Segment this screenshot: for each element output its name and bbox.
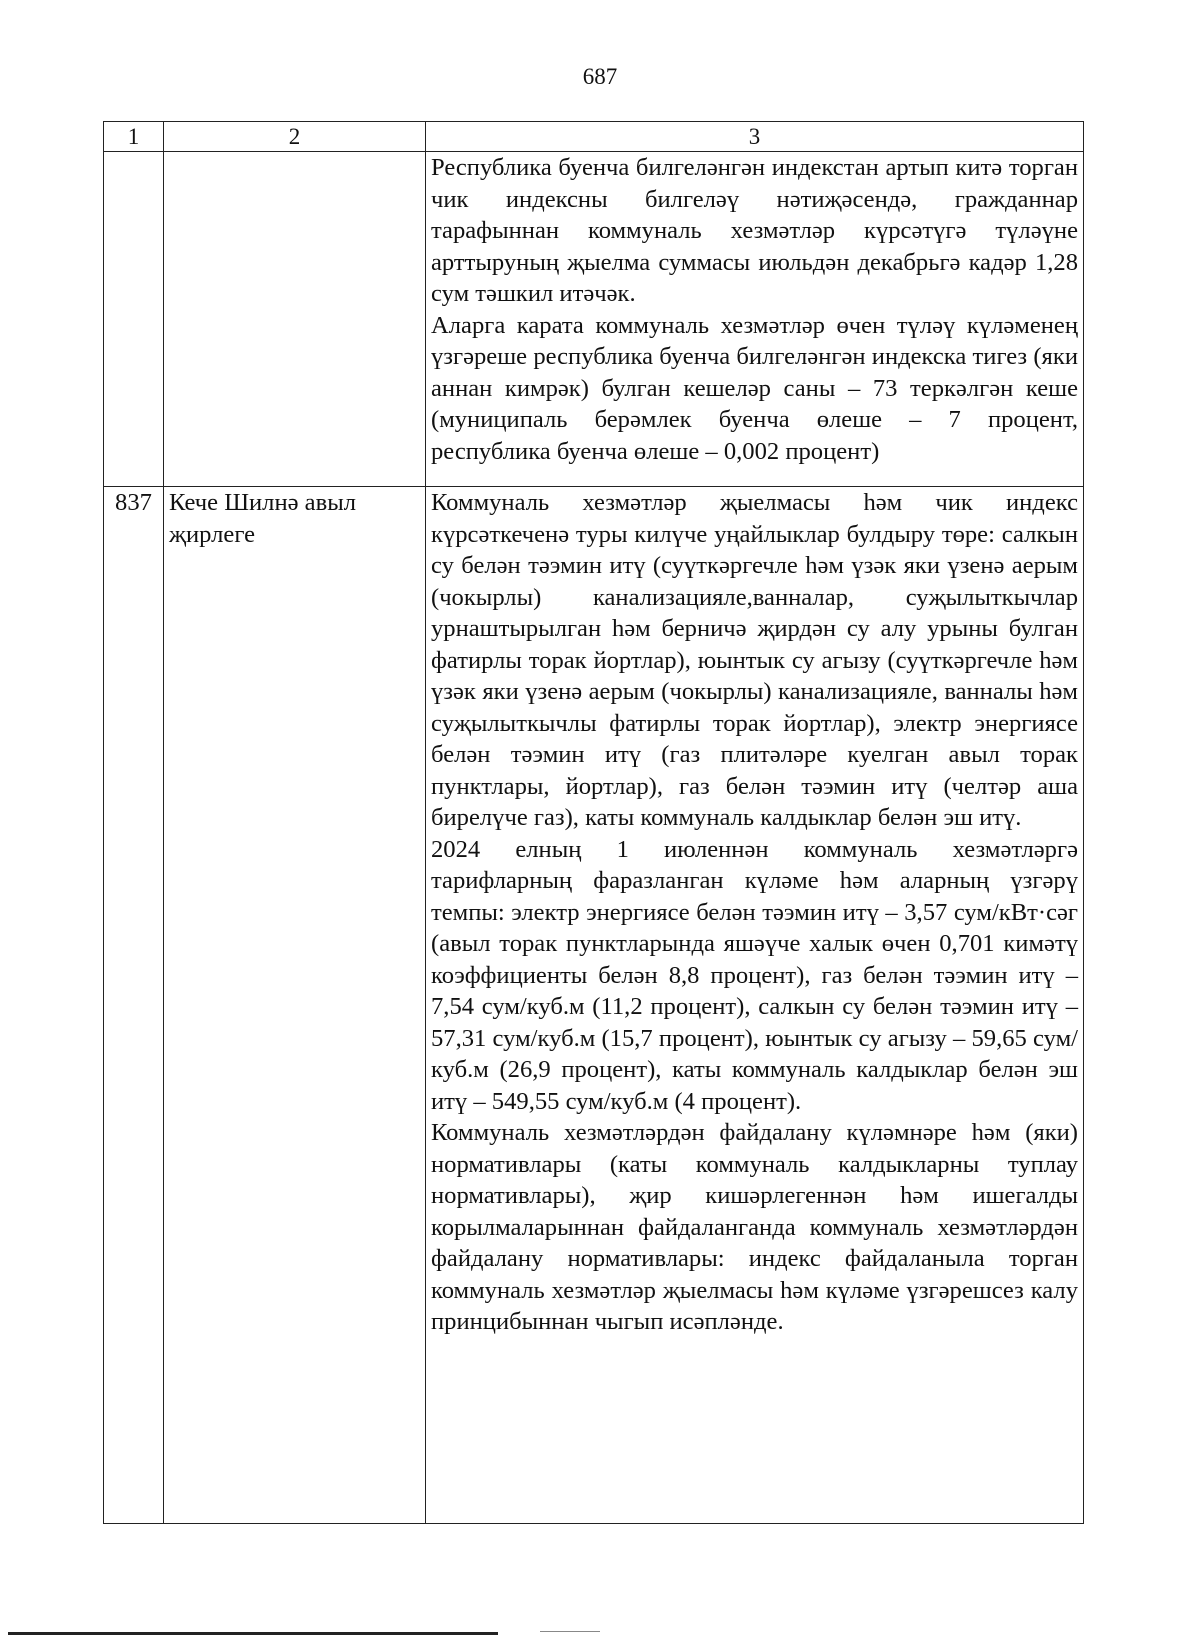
table-row [104, 152, 1084, 487]
description-cell [426, 152, 1084, 487]
description-paragraph: Коммуналь хезмәтләр җыелмасы һәм чик индекс күрсәткеченә туры килүче уңайлыклар булдыру төре: салкын су белән тәэмин итү (суүткәргечле һәм үзәк яки үзенә аерым (чокырлы) канализацияле,ванналар, суҗылыткычлар урнаштырылган һәм берничә җирдән су алу урыны булган фатирлы торак йортлар), юынтык су агызу (суүткәргечле һәм үзәк яки үзенә аерым (чокырлы) канализацияле, ванналы һәм суҗылыткычлы фатирлы торак йортлар), электр энергиясе белән тәэмин итү (газ плитәләре куелган авыл торак пунктлары, йортлар), газ белән тәэмин итү (челтәр аша бирелүче газ), каты коммуналь калдыклар белән эш итү. [431, 489, 1078, 831]
row-number-cell: 837 [104, 487, 164, 1524]
table-header-row [104, 122, 1084, 152]
description-paragraph: Коммуналь хезмәтләрдән файдалану күләмнәре һәм (яки) нормативлары (каты коммуналь калдыкларны туплау нормативлары), җир кишәрлегеннән һәм ишегалды корылмаларыннан файдаланганда коммуналь хезмәтләрдән файдалану нормативлары: индекс файдаланыла торган коммуналь хезмәтләр җыелмасы һәм күләме үзгәрешсез калу принцибыннан чыгып исәпләнде. [431, 1119, 1078, 1335]
row-number-cell [104, 152, 164, 487]
footer-rule [8, 1632, 498, 1635]
document-table [103, 121, 1084, 1524]
description-paragraph: Республика буенча билгеләнгән индекстан артып китә торган чик индексны билгеләү нәтиҗәсендә, гражданнар тарафыннан коммуналь хезмәтләр күрсәтүгә түләүне арттыруның җыелма суммасы июльдән декабрьгә кадәр 1,28 сум тәшкил итәчәк. [431, 154, 1078, 307]
column-header-1: 1 [104, 122, 164, 152]
page-number: 687 [582, 64, 618, 89]
table-row [104, 487, 1084, 1524]
column-header-3: 3 [426, 122, 1084, 152]
description-cell [426, 487, 1084, 1524]
footer-dash [540, 1631, 600, 1632]
column-header-2: 2 [164, 122, 426, 152]
settlement-name-cell: Кече Шилнә авыл җирлеге [164, 487, 426, 1524]
description-paragraph: Аларга карата коммуналь хезмәтләр өчен түләү күләменең үзгәреше республика буенча билгеләнгән индекска тигез (яки аннан кимрәк) булган кешеләр саны – 73 теркәлгән кеше (муниципаль берәмлек буенча өлеше – 7 процент, республика буенча өлеше – 0,002 процент) [431, 311, 1078, 465]
settlement-name-cell [164, 152, 426, 487]
description-paragraph: 2024 елның 1 июленнән коммуналь хезмәтләргә тарифларның фаразланган күләме һәм аларның үзгәрү темпы: электр энергиясе белән тәэмин итү – 3,57 сум/кВт·сәг (авыл торак пунктларында яшәүче халык өчен 0,701 кимәтү коэффициенты белән 8,8 процент), газ белән тәэмин итү – 7,54 сум/куб.м (11,2 процент), салкын су белән тәэмин итү – 57,31 сум/куб.м (15,7 процент), юынтык су агызу – 59,65 сум/куб.м (26,9 процент), каты коммуналь калдыклар белән эш итү – 549,55 сум/куб.м (4 процент). [431, 835, 1078, 1115]
